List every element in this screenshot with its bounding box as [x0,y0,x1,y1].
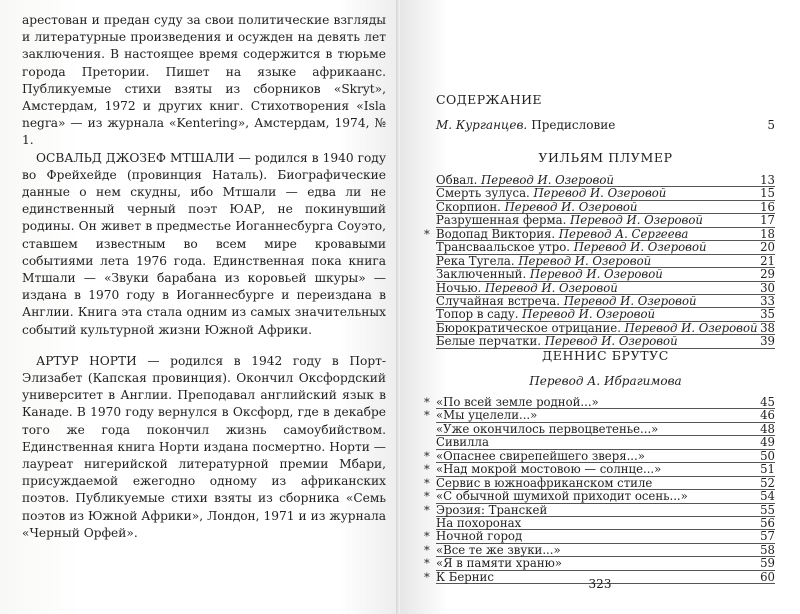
toc-entry-title-wrap [436,335,760,347]
toc-entry-page: 16 [760,199,775,214]
bio-paragraph-nortje: АРТУР НОРТИ — родился в 1942 году в Порт-Элизабет (Капская провинция). Окончил Оксфордский университет в Англии. Преподавал английский язык в Канаде. В 1970 году вернулся в Оксфорд, где в декабре того же года покончил жизнь самоубийством. Единственная книга Норти издана посмертно. Норти — лауреат нигерийской литературной премии Мбари, присуждаемой ежегодно одному из африканских поэтов. Публикуемые стихи взяты из сборника «Семь поэтов из Южной Африки», Лондон, 1971 и из журнала «Черный Орфей». [22,353,386,540]
toc-entry-title: «Мы уцелели...» [436,408,538,423]
toc-entry-title: «Уже окончилось первоцветенье...» [436,421,659,436]
toc-entry-title-wrap [436,282,760,294]
toc-entry-translator: Перевод И. Озеровой [624,320,758,335]
toc-entry-page: 55 [760,502,775,517]
toc-entry [436,423,775,436]
toc-entry-title: Эрозия: Транскей [436,502,548,517]
toc-entry-page: 48 [760,421,775,436]
toc-entry-page: 54 [760,489,775,504]
toc-entry [436,295,775,308]
toc-entry-page: 51 [760,462,775,477]
toc-entry-title-wrap [436,308,760,320]
toc-entry-title: «Все те же звуки...» [436,542,561,557]
toc-entry-translator: Перевод И. Озеровой [504,199,638,214]
toc-entry-translator: Перевод И. Озеровой [529,267,663,282]
toc-entry [436,335,775,348]
preface-page: 5 [767,118,775,132]
toc-entry-page: 29 [760,267,775,282]
toc-entry-title-wrap [436,557,760,569]
toc-entry [436,255,775,268]
toc-entry-title: «Я в памяти храню» [436,556,562,571]
toc-entry-title: Белые перчатки. [436,334,542,349]
toc-entry-page: 59 [760,556,775,571]
toc-entry-title: Топор в саду. [436,307,519,322]
toc-entry-title: «С обычной шумихой приходит осень...» [436,489,688,504]
toc-entry [436,517,775,530]
toc-entry [424,475,775,490]
toc-entry-title-wrap [436,174,760,186]
toc-entry-page: 35 [760,307,775,322]
toc-entry-page: 45 [760,395,775,409]
toc-entry-page: 46 [760,408,775,423]
toc-entry-title-wrap [436,295,760,307]
toc-entry-mark: * [424,475,430,490]
toc-entry-page: 30 [760,280,775,295]
toc-list-plomer [424,173,775,349]
paragraph-gap [22,339,386,353]
toc-entry-title-wrap [436,241,760,253]
toc-entry-translator: Перевод И. Озеровой [573,240,707,255]
toc-entry-page: 17 [760,213,775,228]
toc-entry-title-wrap [436,201,760,213]
toc-entry-title: Заключенный. [436,267,527,282]
toc-entry-title-wrap [436,477,760,489]
toc-entry-page: 58 [760,542,775,557]
toc-entry-page: 57 [760,529,775,544]
toc-entry-mark: * [424,529,430,544]
toc-entry-translator: Перевод И. Озеровой [481,173,614,187]
toc-entry-page: 52 [760,475,775,490]
toc-entry [436,322,775,335]
toc-entry-title-wrap [436,530,760,542]
toc-entry-page: 13 [760,173,775,187]
toc-entry-page: 21 [760,253,775,268]
toc-entry [436,174,775,187]
toc-entry-mark: * [424,395,430,409]
toc-entry-title: «Над мокрой мостовою — солнце...» [436,462,662,477]
toc-entry-mark: * [424,489,430,504]
toc-entry-title-wrap [436,517,760,529]
toc-entry [424,489,775,504]
toc-entry [436,214,775,227]
toc-entry [436,241,775,254]
toc-entry-title: Трансваальское утро. [436,240,570,255]
preface-title: Предисловие [531,118,616,132]
toc-entry-title: «Опаснее свирепейшего зверя...» [436,448,645,463]
toc-entry-page: 39 [760,334,775,349]
toc-entry-mark: * [424,226,430,241]
toc-entry-title-wrap [436,450,760,462]
toc-entry-title: Разрушенная ферма. [436,213,567,228]
toc-entry-page: 60 [760,569,775,584]
toc-entry [424,395,775,409]
right-page [400,0,800,614]
toc-entry-title-wrap [436,490,760,502]
toc-entry-mark: * [424,556,430,571]
section-author-brutus: ДЕННИС БРУТУС [542,348,669,363]
toc-entry [424,542,775,557]
toc-entry-translator: Перевод А. Сергеева [558,226,689,241]
toc-entry-page: 50 [760,448,775,463]
toc-entry-title: К Бернис [436,569,494,584]
toc-entry-title-wrap [436,396,760,408]
toc-entry-mark: * [424,569,430,584]
toc-entry-translator: Перевод И. Озеровой [563,293,697,308]
section-translator-brutus: Перевод А. Ибрагимова [529,374,682,388]
toc-entry-title-wrap [436,255,760,267]
section-author-plomer: УИЛЬЯМ ПЛУМЕР [538,150,673,165]
toc-entry-title: Водопад Виктория. [436,226,556,241]
toc-entry-title: Случайная встреча. [436,293,560,308]
toc-entry-mark: * [424,462,430,477]
toc-entry-title: Обвал. [436,173,478,187]
toc-entry-page: 15 [760,186,775,201]
toc-entry [424,529,775,544]
toc-entry-title-wrap [436,423,760,435]
toc-entry-title-wrap [436,436,760,448]
toc-entry-title-wrap [436,504,760,516]
toc-entry [436,436,775,449]
toc-entry [436,282,775,295]
toc-entry-title-wrap [436,268,760,280]
toc-entry-title: Сервис в южноафриканском стиле [436,475,653,490]
toc-entry-mark: * [424,502,430,517]
toc-entry-translator: Перевод И. Озеровой [484,280,618,295]
toc-entry [424,502,775,517]
toc-entry-title: Бюрократическое отрицание. [436,320,621,335]
bio-paragraph-mtshali: ОСВАЛЬД ДЖОЗЕФ МТШАЛИ — родился в 1940 году во Фрейхейде (провинция Наталь). Биографические данные о нем скудны, ибо Мтшали — едва ли не единственный черный поэт ЮАР, не покинувший родины. Он живет в предместье Иоганнесбурга Соуэто, ставшем известным во всем мире кровавыми событиями лета 1976 года. Единственная пока книга Мтшали — «Звуки барабана из коровьей шкуры» — издана в 1970 году в Иоганнесбурге и переиздана в Англии. Книга эта стала одним из самых значительных событий культурной жизни Южной Африки. [22,150,386,337]
toc-entry-title: Река Тугела. [436,253,515,268]
toc-entry [424,226,775,241]
toc-entry-page: 38 [760,320,775,335]
toc-entry [436,308,775,321]
toc-entry-translator: Перевод И. Озеровой [533,186,667,201]
toc-entry-title-wrap [436,409,760,421]
toc-entry-page: 20 [760,240,775,255]
toc-entry [424,556,775,571]
toc-entry [436,201,775,214]
toc-entry-title: Ночью. [436,280,482,295]
toc-list-brutus [424,395,775,584]
toc-entry-page: 33 [760,293,775,308]
toc-entry-translator: Перевод И. Озеровой [570,213,703,228]
toc-entry-title-wrap [436,544,760,556]
toc-entry-title: Смерть зулуса. [436,186,530,201]
toc-entry [424,448,775,463]
toc-entry [436,268,775,281]
toc-entry [424,408,775,423]
toc-entry-title: Ночной город [436,529,523,544]
toc-entry-title: «По всей земле родной...» [436,395,599,409]
toc-entry [436,187,775,200]
toc-entry-title-wrap [436,228,760,240]
toc-entry-translator: Перевод И. Озеровой [522,307,656,322]
toc-entry-translator: Перевод И. Озеровой [544,334,678,349]
toc-entry-title-wrap [436,463,760,475]
toc-preface-entry [436,118,775,132]
page-number: 323 [588,577,612,591]
toc-entry [424,462,775,477]
toc-entry-page: 49 [760,435,775,450]
toc-entry-mark: * [424,448,430,463]
toc-entry-translator: Перевод И. Озеровой [518,253,652,268]
preface-author: М. Курганцев. [436,118,528,132]
toc-entry-page: 18 [760,226,775,241]
toc-entry-mark: * [424,408,430,423]
toc-entry-title-wrap [436,187,760,199]
toc-entry-title: Скорпион. [436,199,501,214]
toc-entry-page: 56 [760,515,775,530]
toc-entry-title-wrap [436,322,760,334]
toc-entry-title-wrap [436,214,760,226]
contents-title: СОДЕРЖАНИЕ [436,92,542,107]
toc-entry-mark: * [424,542,430,557]
toc-entry-title: На похоронах [436,515,522,530]
bio-paragraph: арестован и предан суду за свои политические взгляды и литературные произведения и осужден на девять лет заключения. В настоящее время содержится в тюрьме города Претории. Пишет на языке африкаанс. Публикуемые стихи взяты из сборников «Skryt», Амстердам, 1972 и других книг. Стихотворения «Isla negra» — из журнала «Kentering», Амстердам, 1974, № 1. [22,13,386,148]
toc-entry-title: Сивилла [436,435,489,450]
